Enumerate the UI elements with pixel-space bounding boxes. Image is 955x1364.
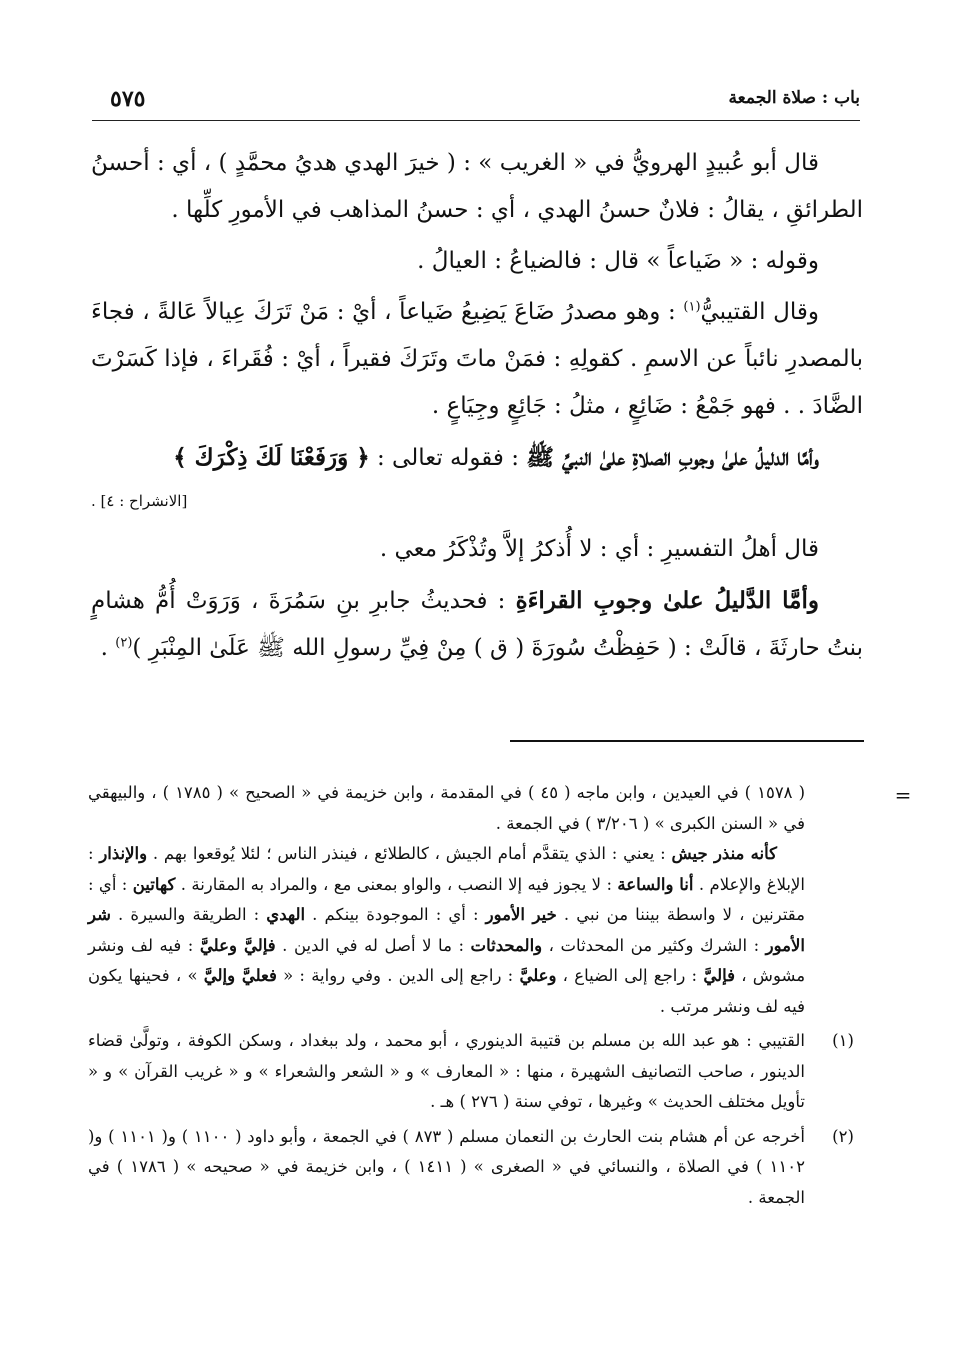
footnote-text: ( ١٥٧٨ ) في العيدين ، وابن ماجه ( ٤٥ ) في المقدمة ، وابن خزيمة في « الصحيح » ( ١٧٨٥ ) ، والبيهقي في « السنن الكبرى » ( ٣/٢٠٦ ) في الجمعة . <box>88 783 805 833</box>
gloss-text: : فيه لف ونشر مشوش ، <box>88 935 806 985</box>
gloss-term: كأنه منذر جيش <box>671 844 777 863</box>
gloss-text: : راجع إلى الضياع ، <box>556 966 704 985</box>
paragraph-qiraah-evidence <box>91 577 863 672</box>
verse-reference: [الانشراح : ٤] . <box>91 492 188 510</box>
section-heading: وأمَّا الدَّليلُ علىٰ وجوبِ القراءَةِ <box>515 587 819 614</box>
gloss-text: » ، فحينها يكون فيه لف ونشر مرتب . <box>88 966 805 1016</box>
footnote-text: القتيبي : هو عبد الله بن مسلم بن قتيبة الدينوري ، أبو محمد ، ولد ببغداد ، وسكن الكوفة ، وتولَّىٰ قضاء الدينور ، صاحب التصانيف الشهيرة ، منها : « المعارف » و « الشعر والشعراء » و « غريب القرآن » و « تأويل مختلف الحديث » وغيرها ، توفي سنة ( ٢٧٦ ) هـ . <box>88 1031 805 1111</box>
paragraph-tafsir: قال أهلُ التفسيرِ : أي : لا أُذكرُ إلاَّ وتُذْكَرُ معي . <box>379 536 819 562</box>
footnotes <box>88 778 912 1213</box>
section-heading: وأمَّا الدليلُ علىٰ وجوبِ الصلاةِ علىٰ النبيِّ ﷺ <box>526 444 819 471</box>
footnote-text: أخرجه عن أم هشام بنت الحارث بن النعمان مسلم ( ٨٧٣ ) في الجمعة ، وأبو داود ( ١١٠٠ ) و( ١١٠١ ) و( ١١٠٢ ) في الصلاة ، والنسائي في « الصغرى » ( ١٤١١ ) ، وابن خزيمة في « صحيحه » ( ١٧٨٦ ) في الجمعة . <box>88 1126 805 1207</box>
gloss-term: والمحدثات <box>470 935 543 955</box>
paragraph-qutaybi <box>91 289 863 430</box>
paragraph-hady: قال أبو عُبيدٍ الهرويُّ في « الغريب » : ( خيرَ الهدي هديُ محمَّدٍ ) ، أي : أحسنُ الطرائقِ ، يقالُ : فلانٌ حسنُ الهدي ، أي : حسنُ المذاهب في الأمورِ كلِّها . <box>91 150 863 223</box>
text-segment: : فحديثُ جابرِ بنِ سَمُرَةَ ، وَرَوَتْ أُمُّ هشامٍ بنتُ حارثَةَ ، قالَتْ : ( حَفِظْتُ سُورَةَ ( ق ) مِنْ فِيِّ رسولِ الله ﷺ عَلَىٰ المِنْبَرِ ) <box>91 588 863 661</box>
paragraph-dayaa: وقوله : « ضَياعاً » قال : فالضياعُ : العيالُ . <box>417 248 819 274</box>
gloss-term: والإنذار <box>99 844 148 863</box>
text-segment: : فقوله تعالى : <box>369 445 527 471</box>
gloss-term: وعليَّ <box>519 966 557 985</box>
main-text <box>91 140 863 672</box>
text-segment: . <box>100 635 116 661</box>
quran-verse: ﴿ وَرَفَعْنَا لَكَ ذِكْرَكَ ﴾ <box>173 444 370 471</box>
running-header <box>92 86 860 121</box>
footnote-separator <box>510 740 864 742</box>
gloss-text: : الطريقة والسيرة . <box>110 905 267 924</box>
gloss-text: : ما لا أصل له في الدين . <box>275 935 471 955</box>
gloss-text: : يعني : الذي يتقدَّم أمام الجيش ، كالطلائع ، فينذر الناس ؛ لئلا يُوقعوا بهم . <box>147 844 672 863</box>
gloss-term: الهدي <box>266 905 306 924</box>
paragraph-salah-evidence <box>91 434 863 516</box>
gloss-term: أنا والساعة <box>617 874 694 894</box>
gloss-text: : الشرك وكثير من المحدثات ، <box>542 935 766 955</box>
gloss-text: : أي : مقترنين ، لا واسطة بيننا من نبي . <box>88 874 805 924</box>
gloss-text: : لا يجوز فيه إلا النصب ، والواو بمعنى مع ، والمراد به المقارنة . <box>175 874 618 894</box>
continuation-mark: = <box>894 783 912 807</box>
footnote-ref-2: (٢) <box>115 635 133 651</box>
gloss-term: شر الأمور <box>88 905 805 955</box>
footnote-ref-1: (١) <box>683 299 701 315</box>
footnote-continuation <box>88 778 912 1022</box>
footnote-2 <box>88 1122 863 1214</box>
gloss-text: : راجع إلى الدين . وفي رواية : « <box>276 966 520 985</box>
page-number: ٥٧٥ <box>110 86 146 112</box>
gloss-term: خير الأمور <box>485 905 557 924</box>
gloss-term: فعليَّ وإليَّ <box>203 966 277 985</box>
footnote-number: (٢) <box>832 1126 854 1146</box>
footnote-number: (١) <box>832 1031 854 1050</box>
gloss-text: : الإبلاغ والإعلام . <box>88 844 806 894</box>
chapter-title: باب : صلاة الجمعة <box>728 88 860 108</box>
gloss-text: : أي : الموجودة بينكم . <box>305 905 486 924</box>
gloss-term: فإليَّ وعليَّ <box>199 935 276 955</box>
gloss-term: فإليَّ <box>703 966 736 985</box>
glossary-paragraph <box>88 839 805 1022</box>
text-segment: وقال القتيبيُّ <box>700 299 820 325</box>
gloss-term: كهاتين <box>132 874 176 894</box>
footnote-1 <box>88 1026 863 1118</box>
text-segment: : وهو مصدرُ ضَاعَ يَضِيعُ ضَياعاً ، أيْ : مَنْ تَرَكَ عِيالاً عَالةً ، فجاءَ بالمصدرِ نائباً عن الاسمِ . كقولِهِ : فمَنْ ماتَ وتَرَكَ فقيراً ، أيْ : فُقَراءَ ، فإذا كَسَرْتَ الضَّادَ . . فهو جَمْعُ : ضَائِعٍ ، مثلُ : جَائِعٍ وجِيَاعٍ . <box>91 299 863 419</box>
